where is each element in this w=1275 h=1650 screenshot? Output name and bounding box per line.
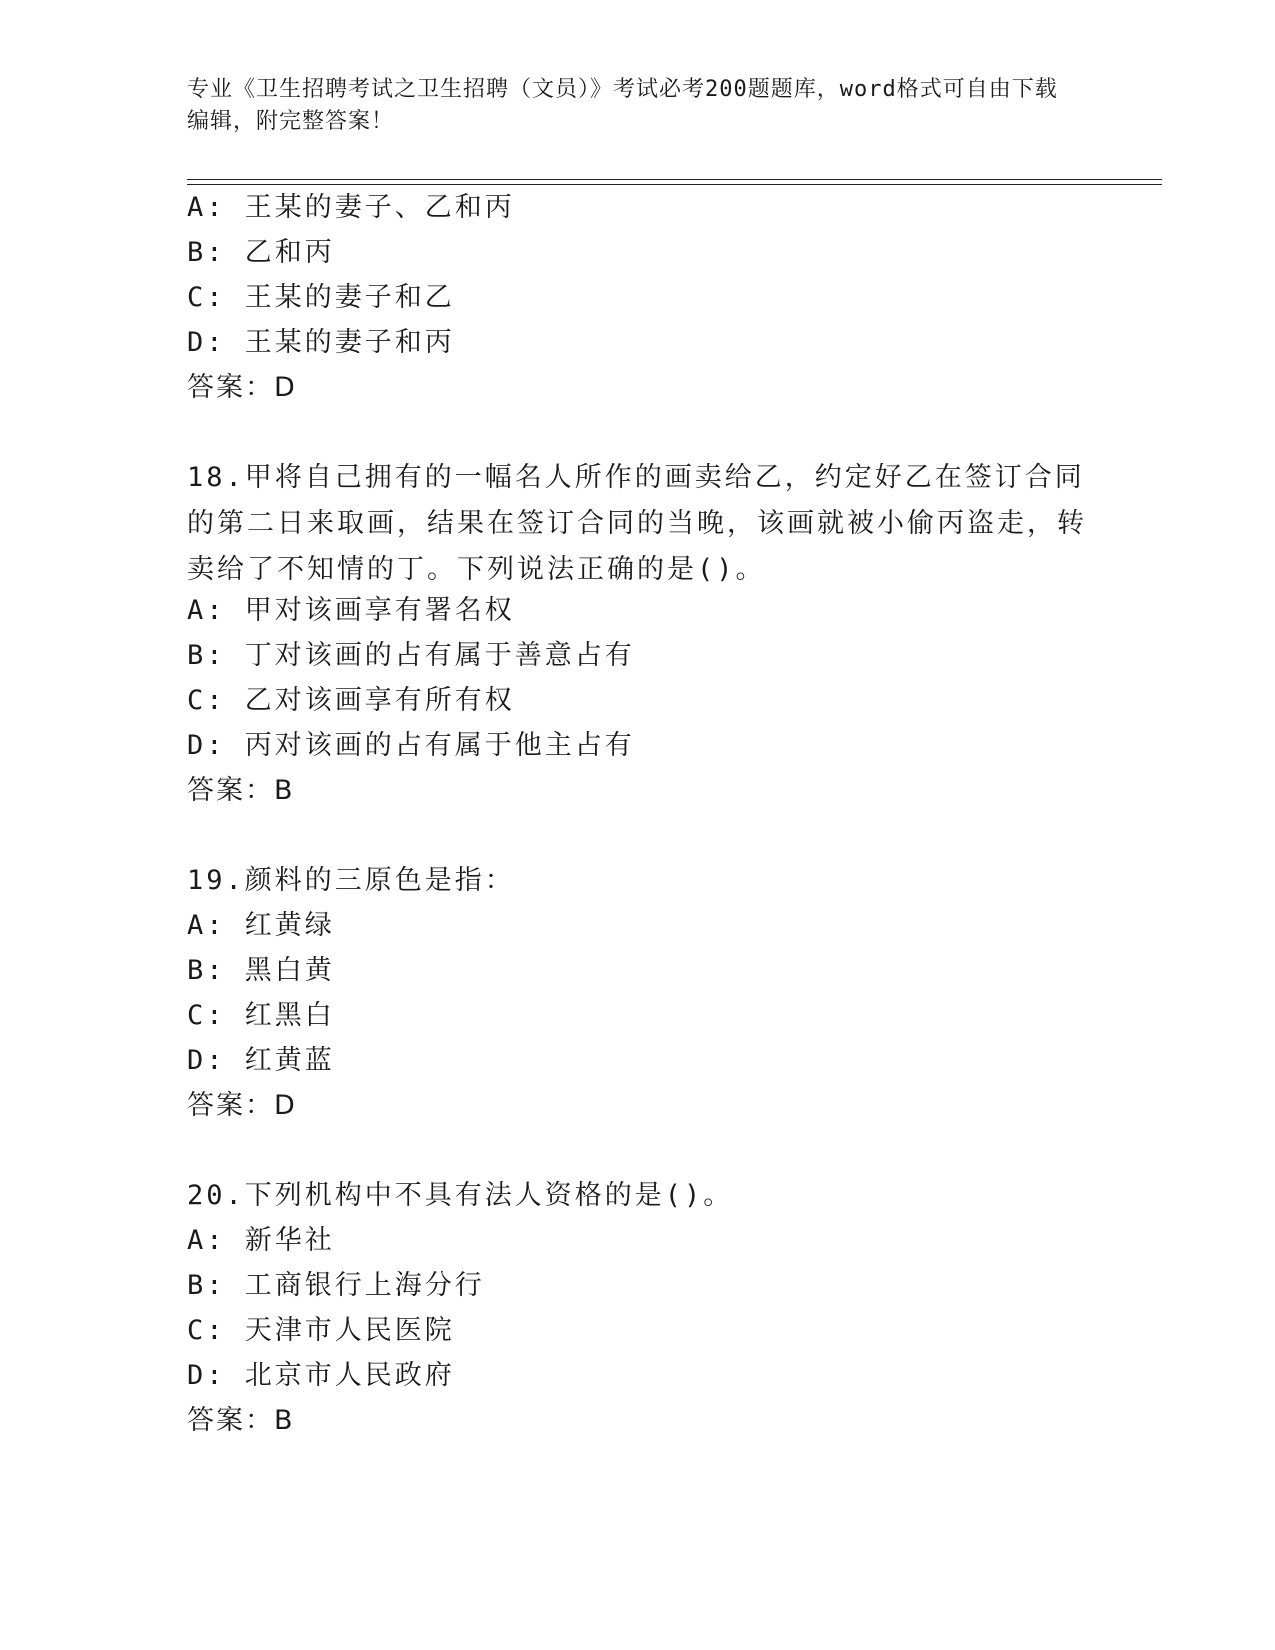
- q17-answer: 答案：D: [187, 372, 297, 403]
- q20-option-c: C: 天津市人民医院: [187, 1315, 455, 1346]
- q18-option-a: A: 甲对该画享有署名权: [187, 595, 515, 626]
- q20-stem: 20.下列机构中不具有法人资格的是()。: [187, 1180, 734, 1211]
- q19-stem: 19.颜料的三原色是指：: [187, 865, 515, 896]
- q20-option-a: A: 新华社: [187, 1225, 335, 1256]
- q19-option-c: C: 红黑白: [187, 1000, 335, 1031]
- q20-answer: 答案：B: [187, 1405, 295, 1436]
- q19-option-d: D: 红黄蓝: [187, 1045, 335, 1076]
- header-divider-top: [187, 179, 1162, 180]
- q20-option-b: B: 工商银行上海分行: [187, 1270, 485, 1301]
- document-intro: 专业《卫生招聘考试之卫生招聘（文员）》考试必考200题题库，word格式可自由下载编辑，附完整答案！: [187, 77, 1058, 134]
- q19-option-a: A: 红黄绿: [187, 910, 335, 941]
- q17-option-a: A: 王某的妻子、乙和丙: [187, 192, 515, 223]
- q17-option-d: D: 王某的妻子和丙: [187, 327, 455, 358]
- q19-answer: 答案：D: [187, 1090, 297, 1121]
- q18-option-b: B: 丁对该画的占有属于善意占有: [187, 640, 635, 671]
- q17-option-b: B: 乙和丙: [187, 237, 335, 268]
- q18-answer: 答案：B: [187, 775, 295, 806]
- q18-stem: 18.甲将自己拥有的一幅名人所作的画卖给乙，约定好乙在签订合同的第二日来取画，结果在签订合同的当晚，该画就被小偷丙盗走，转卖给了不知情的丁。下列说法正确的是()。: [187, 462, 1087, 585]
- q18-option-c: C: 乙对该画享有所有权: [187, 685, 515, 716]
- q20-option-d: D: 北京市人民政府: [187, 1360, 455, 1391]
- q19-option-b: B: 黑白黄: [187, 955, 335, 986]
- q17-option-c: C: 王某的妻子和乙: [187, 282, 455, 313]
- q18-option-d: D: 丙对该画的占有属于他主占有: [187, 730, 635, 761]
- header-divider-bottom: [187, 184, 1162, 185]
